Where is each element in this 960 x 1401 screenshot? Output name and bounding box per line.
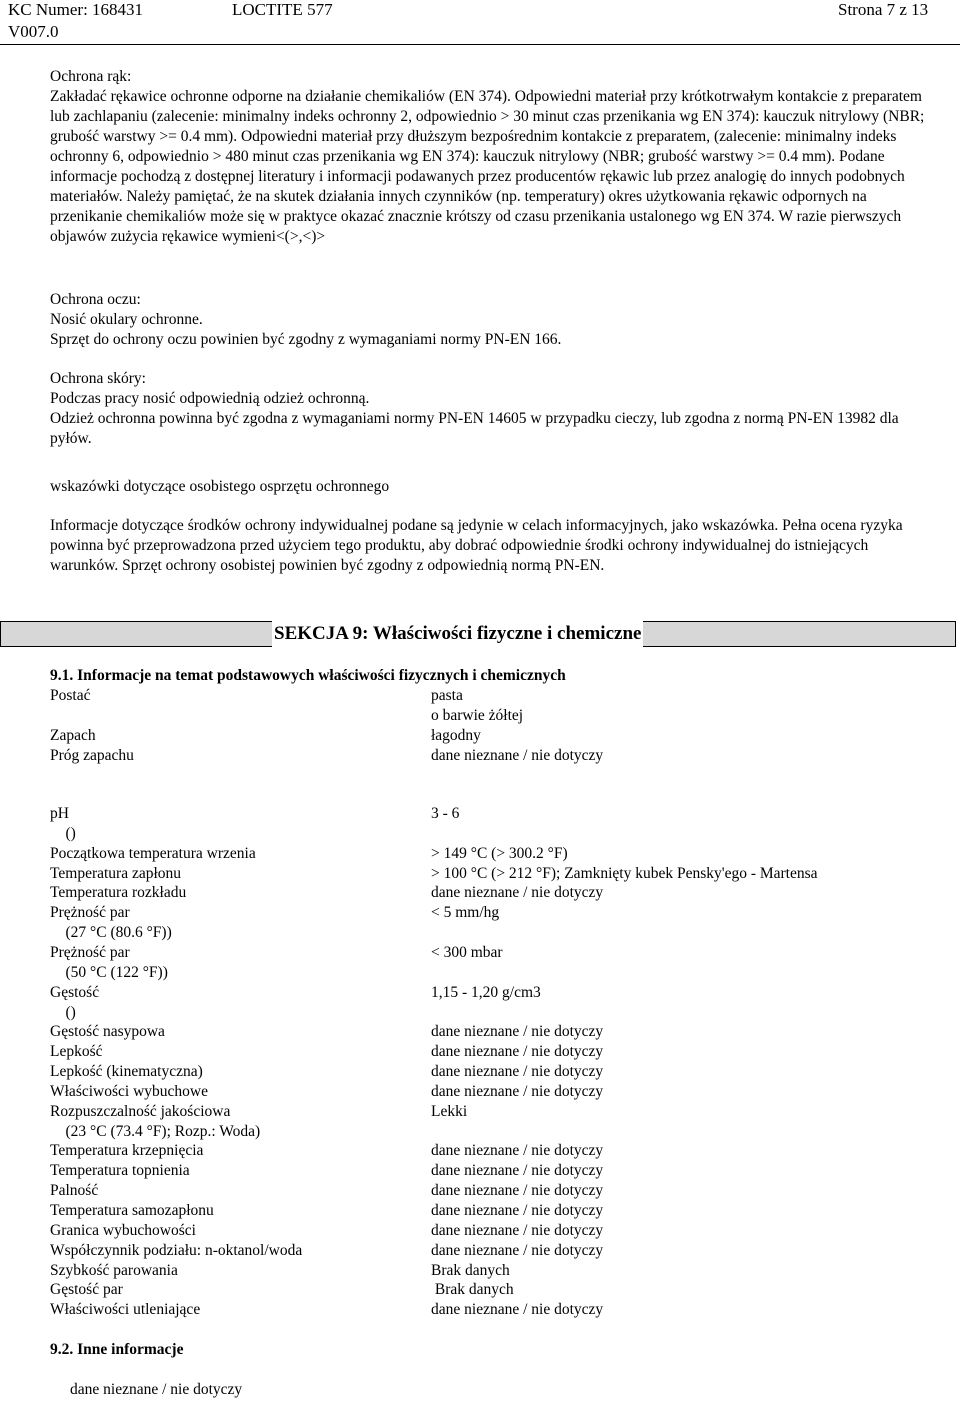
property-value: dane nieznane / nie dotyczy (431, 1301, 604, 1319)
property-label: Gęstość nasypowa (50, 1023, 165, 1041)
property-label: Szybkość parowania (50, 1261, 178, 1279)
property-value: Brak danych (431, 1261, 510, 1279)
property-value: < 300 mbar (431, 943, 503, 961)
property-label: Palność (50, 1182, 99, 1200)
version-label: V007.0 (8, 22, 59, 41)
eye-protection-line2: Sprzęt do ochrony oczu powinien być zgodny z wymaganiami normy PN-EN 166. (50, 331, 562, 348)
property-label: Współczynnik podziału: n-oktanol/woda (50, 1241, 303, 1259)
property-label: (50 °C (122 °F)) (50, 963, 168, 981)
property-label: pH (50, 805, 69, 822)
hand-protection-heading: Ochrona rąk: (50, 68, 132, 85)
property-label: Temperatura rozkładu (50, 884, 187, 902)
property-value: dane nieznane / nie dotyczy (431, 1162, 604, 1180)
property-value: 3 - 6 (431, 805, 460, 822)
property-label: Właściwości utleniające (50, 1301, 201, 1319)
property-label: Gęstość (50, 983, 100, 1001)
property-label: (23 °C (73.4 °F); Rozp.: Woda) (50, 1122, 261, 1140)
property-value: dane nieznane / nie dotyczy (431, 747, 604, 764)
property-value: dane nieznane / nie dotyczy (431, 1221, 604, 1239)
property-value: dane nieznane / nie dotyczy (431, 1043, 604, 1061)
other-information-value: dane nieznane / nie dotyczy (70, 1381, 243, 1398)
property-value: o barwie żółtej (431, 707, 524, 724)
ppe-notes-text: Informacje dotyczące środków ochrony indywidualnej podane są jedynie w celach informacyjnych, jako wskazówka. Pełna ocena ryzyka powinna być przeprowadzona przed użyciem tego produktu, aby dobrać odpowiednie środki ochrony indywidualnej do istniejących warunków. Sprzęt ochrony osobistej powinien być zgodny z odpowiednią normą PN-EN. (50, 517, 903, 574)
property-value: dane nieznane / nie dotyczy (431, 1202, 604, 1219)
header-divider (0, 44, 960, 45)
property-label: Początkowa temperatura wrzenia (50, 844, 256, 862)
property-value: > 100 °C (> 212 °F); Zamknięty kubek Pensky'ego - Martensa (431, 864, 818, 882)
skin-protection-line2: Odzież ochronna powinna być zgodna z wymaganiami normy PN-EN 14605 w przypadku cieczy, lub zgodna z normą PN-EN 13982 dla pyłów. (50, 410, 899, 447)
property-value: dane nieznane / nie dotyczy (431, 884, 604, 902)
page-number: Strona 7 z 13 (838, 0, 929, 19)
subsection-9-1-heading: 9.1. Informacje na temat podstawowych właściwości fizycznych i chemicznych (50, 667, 566, 684)
property-value: Brak danych (431, 1281, 514, 1299)
subsection-9-2-heading: 9.2. Inne informacje (50, 1341, 184, 1358)
property-label: Próg zapachu (50, 747, 134, 764)
property-label: Temperatura krzepnięcia (50, 1142, 204, 1160)
property-value: dane nieznane / nie dotyczy (431, 1023, 604, 1041)
property-value: dane nieznane / nie dotyczy (431, 1082, 604, 1100)
property-value: dane nieznane / nie dotyczy (431, 1241, 604, 1259)
property-value: < 5 mm/hg (431, 904, 500, 922)
property-value: 1,15 - 1,20 g/cm3 (431, 983, 541, 1001)
property-label: Temperatura zapłonu (50, 864, 182, 882)
ppe-notes-heading: wskazówki dotyczące osobistego osprzętu ochronnego (50, 478, 390, 495)
property-label: Gęstość par (50, 1281, 123, 1299)
product-name: LOCTITE 577 (232, 0, 333, 19)
property-label: Właściwości wybuchowe (50, 1082, 208, 1100)
property-label: Zapach (50, 727, 96, 744)
property-label: Granica wybuchowości (50, 1221, 196, 1239)
eye-protection-heading: Ochrona oczu: (50, 291, 141, 308)
property-value: Lekki (431, 1102, 468, 1120)
property-label: Prężność par (50, 943, 130, 961)
property-value: dane nieznane / nie dotyczy (431, 1063, 604, 1081)
property-label: Prężność par (50, 904, 130, 922)
kc-number: KC Numer: 168431 (8, 0, 144, 19)
property-value: dane nieznane / nie dotyczy (431, 1182, 604, 1200)
property-label: () (50, 824, 76, 842)
property-label: Temperatura topnienia (50, 1162, 190, 1180)
section-9-title: SEKCJA 9: Właściwości fizyczne i chemiczne (272, 621, 643, 647)
property-label: Lepkość (kinematyczna) (50, 1063, 203, 1081)
property-label: Rozpuszczalność jakościowa (50, 1102, 231, 1120)
property-label: (27 °C (80.6 °F)) (50, 924, 172, 942)
property-value: dane nieznane / nie dotyczy (431, 1142, 604, 1160)
property-value: pasta (431, 687, 463, 704)
property-label: Temperatura samozapłonu (50, 1202, 214, 1219)
property-value: > 149 °C (> 300.2 °F) (431, 844, 568, 862)
skin-protection-line1: Podczas pracy nosić odpowiednią odzież ochronną. (50, 390, 370, 407)
hand-protection-text: Zakładać rękawice ochronne odporne na działanie chemikaliów (EN 374). Odpowiedni materiał przy krótkotrwałym kontakcie z preparatem lub zachlapaniu (zalecenie: minimalny indeks ochronny 2, odpowiednio > 30 minut czas przenikania wg EN 374): kauczuk nitrylowy (NBR; grubość warstwy >= 0.4 mm). Odpowiedni materiał przy dłuższym bezpośrednim kontakcie z preparatem, (zalecenie: minimalny indeks ochronny 6, odpowiednio > 480 minut czas przenikania wg EN 374): kauczuk nitrylowy (NBR; grubość warstwy >= 0.4 mm). Podane informacje pochodzą z dostępnej literatury i informacji podawanych przez producentów rękawic lub przez analogię do innych podobnych materiałów. Należy pamiętać, że na skutek działania innych czynników (np. temperatury) okres użytkowania rękawic odpornych na przenikanie chemikaliów może się w praktyce okazać znacznie krótszy od czasu przenikania ustalonego wg EN 374. W razie pierwszych objawów zużycia rękawice wymieni<(>,<)> (50, 88, 925, 245)
property-label: Lepkość (50, 1043, 103, 1061)
property-label: () (50, 1003, 76, 1021)
property-label: Postać (50, 687, 91, 704)
eye-protection-line1: Nosić okulary ochronne. (50, 311, 203, 328)
skin-protection-heading: Ochrona skóry: (50, 370, 146, 387)
property-value: łagodny (431, 727, 481, 744)
